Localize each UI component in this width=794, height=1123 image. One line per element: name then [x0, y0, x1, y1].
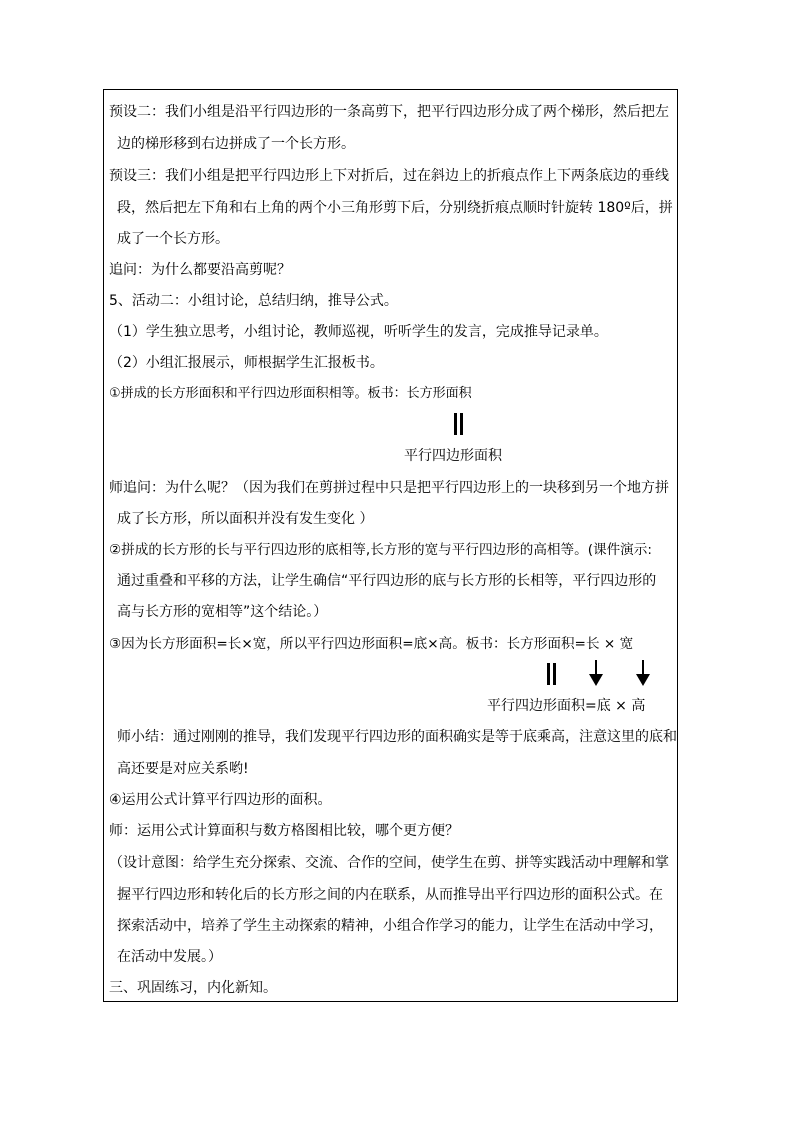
equals-vertical-icon — [553, 663, 556, 685]
text-line: ①拼成的长方形面积和平行四边形面积相等。板书：长方形面积 — [109, 386, 472, 401]
text-line: 成了一个长方形。 — [117, 231, 229, 247]
text-line: 成了长方形，所以面积并没有发生变化 ） — [117, 511, 374, 527]
text-line: 预设三：我们小组是把平行四边形上下对折后，过在斜边上的折痕点作上下两条底边的垂线 — [109, 168, 669, 184]
text-line: ②拼成的长方形的长与平行四边形的底相等,长方形的宽与平行四边形的高相等。(课件演示: — [109, 542, 652, 558]
text-line: 边的梯形移到右边拼成了一个长方形。 — [117, 136, 355, 152]
text-line: 通过重叠和平移的方法，让学生确信“平行四边形的底与长方形的长相等，平行四边形的 — [117, 573, 657, 589]
down-arrow-icon — [634, 660, 652, 688]
text-line: 师：运用公式计算面积与数方格图相比较，哪个更方便？ — [109, 823, 459, 839]
text-line: 三、巩固练习，内化新知。 — [109, 980, 277, 996]
text-line: 预设二：我们小组是沿平行四边形的一条高剪下，把平行四边形分成了两个梯形，然后把左 — [109, 104, 669, 120]
text-line: 师小结：通过刚刚的推导，我们发现平行四边形的面积确实是等于底乘高，注意这里的底和 — [117, 729, 677, 745]
text-line: 在活动中发展。） — [117, 949, 222, 965]
text-line: 平行四边形面积 — [404, 448, 502, 464]
equals-vertical-icon — [454, 413, 457, 435]
text-line: 高还要是对应关系哟! — [117, 761, 249, 777]
text-line: ④运用公式计算平行四边形的面积。 — [109, 792, 332, 808]
text-line: 5、活动二：小组讨论，总结归纳，推导公式。 — [109, 293, 398, 309]
text-line: 追问：为什么都要沿高剪呢？ — [109, 262, 291, 278]
text-line: 握平行四边形和转化后的长方形之间的内在联系，从而推导出平行四边形的面积公式。在 — [117, 887, 663, 903]
text-line: （1）学生独立思考，小组讨论，教师巡视，听听学生的发言，完成推导记录单。 — [109, 324, 608, 340]
down-arrow-icon — [587, 660, 605, 688]
equals-vertical-icon — [547, 663, 550, 685]
equals-vertical-icon — [460, 413, 463, 435]
text-line: ③因为长方形面积=长×宽，所以平行四边形面积=底×高。板书：长方形面积=长 × 宽 — [109, 636, 634, 652]
text-line: 平行四边形面积=底 × 高 — [487, 698, 646, 714]
text-line: （设计意图：给学生充分探索、交流、合作的空间，使学生在剪、拼等实践活动中理解和掌 — [109, 855, 669, 871]
text-line: 师追问：为什么呢？（因为我们在剪拼过程中只是把平行四边形上的一块移到另一个地方拼 — [109, 480, 669, 496]
text-line: 探索活动中，培养了学生主动探索的精神，小组合作学习的能力，让学生在活动中学习， — [117, 918, 663, 934]
text-line: 段，然后把左下角和右上角的两个小三角形剪下后，分别绕折痕点顺时针旋转 180º后，拼 — [117, 200, 673, 216]
text-line: （2）小组汇报展示，师根据学生汇报板书。 — [109, 355, 384, 371]
text-line: 高与长方形的宽相等”这个结论。） — [117, 604, 328, 620]
